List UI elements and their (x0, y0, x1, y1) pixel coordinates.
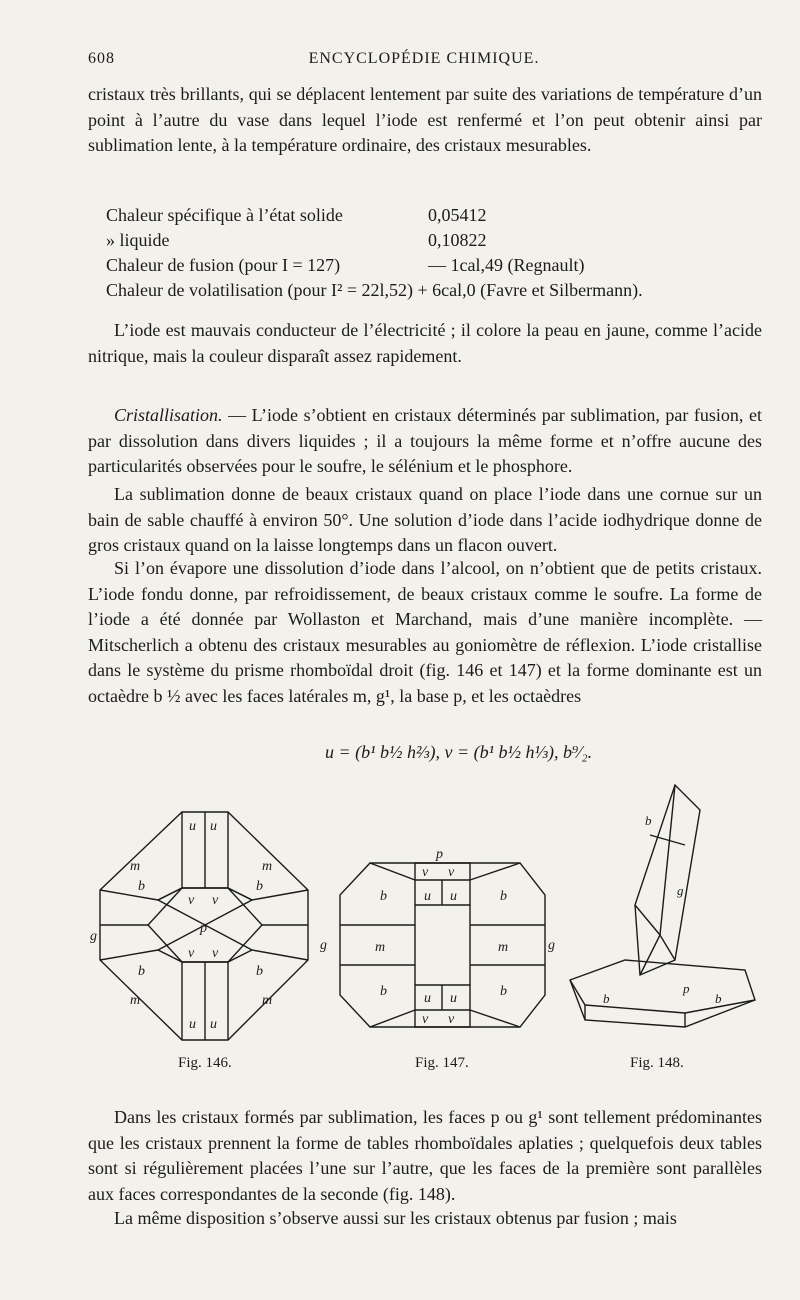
paragraph-6 (88, 1105, 762, 1207)
paragraph-5 (88, 556, 762, 709)
fig147-label-b: b (380, 984, 387, 999)
fig148-label-b: b (603, 991, 610, 1006)
paragraph-1-text: cristaux très brillants, qui se déplacent lentement par suite des variations de température d’un point à l’autre du vase dans lequel l’iode est renfermé et l’on peut obtenir ainsi par sublimation lente, à la température ordinaire, des cristaux mesurables. (88, 84, 762, 155)
figure-148-crystal-diagram (565, 765, 765, 1045)
paragraph-1 (88, 82, 762, 159)
table-row-1-label: Chaleur spécifique à l’état solide (106, 205, 343, 225)
fig148-label-b: b (715, 991, 722, 1006)
paragraph-3-body: — L’iode s’obtient en cristaux déterminés par sublimation, par fusion, et par dissolution dans divers liquides ; il a toujours la même forme et n’offre aucune des particularités observées pour le soufre, le sélénium et le phosphore. (88, 405, 762, 476)
table-row-3-label: Chaleur de fusion (pour I = 127) (106, 255, 341, 275)
fig147-label-u: u (450, 889, 457, 904)
paragraph-2 (88, 318, 762, 369)
octahedra-formula: u = (b¹ b½ h⅔), v = (b¹ b½ h⅓), b⁹⁄₂. (325, 742, 593, 762)
fig146-label-p: p (200, 921, 207, 936)
running-title: ENCYCLOPÉDIE CHIMIQUE. (308, 50, 540, 67)
paragraph-5-text: Si l’on évapore une dissolution d’iode dans l’alcool, on n’obtient que de petits cristaux. L’iode fondu donne, par refroidissement, de beaux cristaux comme le soufre. La forme de l’iode a été donnée par Wollaston et Marchand, mais d’une manière incomplète. — Mitscherlich a obtenu des cristaux mesurables au goniomètre de réflexion. L’iode cristallise dans le système du prisme rhomboïdal droit (fig. 146 et 147) et la forme dominante est un octaèdre b ½ avec les faces latérales m, g¹, la base p, et les octaèdres (88, 558, 762, 706)
fig147-label-b: b (380, 889, 387, 904)
fig147-label-v: v (448, 865, 455, 880)
paragraph-7-text: La même disposition s’observe aussi sur les cristaux obtenus par fusion ; mais (114, 1208, 677, 1228)
fig147-label-g: g (320, 938, 327, 953)
fig148-label-b: b (645, 813, 652, 828)
paragraph-4 (88, 482, 762, 559)
table-row-2-value: 0,10822 (428, 230, 487, 250)
fig147-label-m: m (375, 940, 386, 955)
fig148-base-table (570, 960, 755, 1027)
fig146-label-v: v (188, 946, 195, 961)
fig146-label-m: m (130, 993, 141, 1008)
fig146-label-b: b (256, 964, 263, 979)
figure-146-caption: Fig. 146. (178, 1055, 232, 1071)
fig146-label-v: v (188, 893, 195, 908)
figure-147-caption: Fig. 147. (415, 1055, 469, 1071)
figure-148-caption: Fig. 148. (630, 1055, 684, 1071)
paragraph-3-text (88, 403, 762, 480)
fig146-label-v: v (212, 893, 219, 908)
fig147-label-u: u (424, 889, 431, 904)
paragraph-3 (88, 403, 762, 480)
figure-146-crystal-diagram (90, 800, 320, 1050)
fig146-label-v: v (212, 946, 219, 961)
fig148-label-g: g (677, 883, 684, 898)
fig147-label-g: g (548, 938, 555, 953)
fig146-label-m: m (262, 993, 273, 1008)
fig147-label-b: b (500, 889, 507, 904)
fig147-label-v: v (422, 1012, 429, 1027)
fig147-label-v: v (422, 865, 429, 880)
paragraph-7 (88, 1206, 762, 1232)
paragraph-6-text: Dans les cristaux formés par sublimation, les faces p ou g¹ sont tellement prédominantes que les cristaux prennent la forme de tables rhomboïdales aplaties ; quelquefois deux tables sont si régulièrement placées l’une sur l’autre, que les faces de la première sont parallèles aux faces correspondantes de la seconde (fig. 148). (88, 1107, 762, 1204)
paragraph-2-text: L’iode est mauvais conducteur de l’électricité ; il colore la peau en jaune, comme l’acide nitrique, mais la couleur disparaît assez rapidement. (88, 320, 762, 366)
fig146-label-b: b (256, 879, 263, 894)
section-heading: Cristallisation. (114, 405, 223, 425)
paragraph-4-text: La sublimation donne de beaux cristaux quand on place l’iode dans une cornue sur un bain de sable chauffé à environ 50°. Une solution d’iode dans l’acide iodhydrique donne de gros cristaux quand on la laisse longtemps dans un flacon ouvert. (88, 484, 762, 555)
fig147-label-b: b (500, 984, 507, 999)
fig146-label-m: m (130, 859, 141, 874)
table-row-2-label: » liquide (106, 230, 170, 250)
page-header (88, 50, 760, 74)
fig146-label-b: b (138, 964, 145, 979)
fig146-label-u: u (189, 819, 196, 834)
fig147-label-p: p (436, 847, 443, 862)
figure-147-crystal-diagram (320, 845, 560, 1045)
table-row-3-value: — 1cal,49 (Regnault) (428, 255, 585, 275)
fig146-label-u: u (189, 1017, 196, 1032)
page-number: 608 (88, 50, 115, 67)
fig147-label-v: v (448, 1012, 455, 1027)
fig148-label-p: p (683, 981, 690, 996)
fig147-label-m: m (498, 940, 509, 955)
fig146-label-m: m (262, 859, 273, 874)
fig146-label-g: g (90, 929, 97, 944)
table-row-4-label: Chaleur de volatilisation (pour I² = 22l,52) + 6cal,0 (Favre et Silbermann). (106, 280, 643, 300)
table-row-1-value: 0,05412 (428, 205, 487, 225)
fig147-label-u: u (424, 991, 431, 1006)
fig146-label-u: u (210, 819, 217, 834)
fig147-label-u: u (450, 991, 457, 1006)
fig146-label-b: b (138, 879, 145, 894)
fig146-label-u: u (210, 1017, 217, 1032)
